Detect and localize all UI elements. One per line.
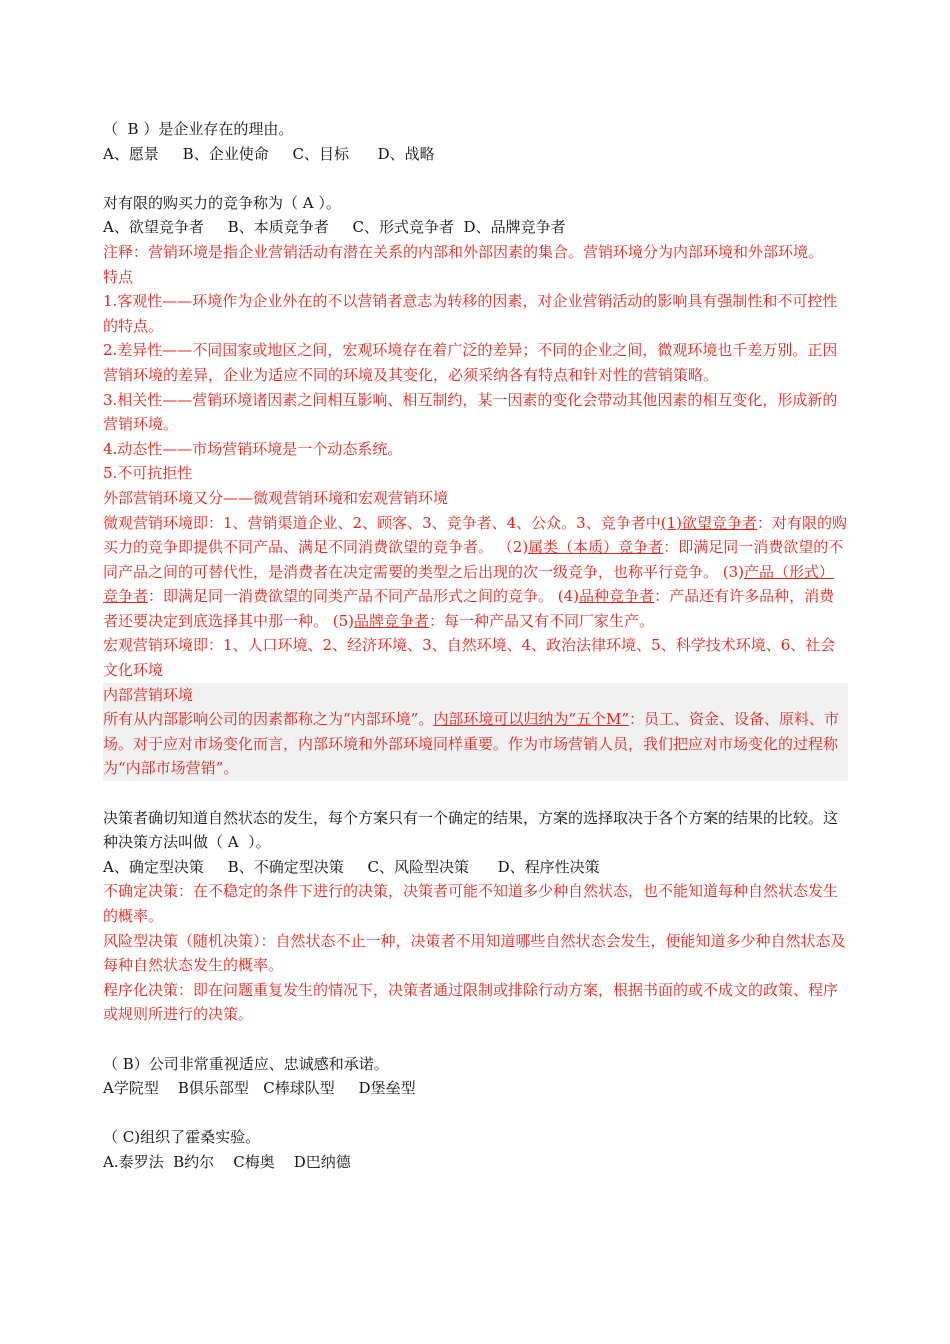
underlined-term: 内部环境可以归纳为“五个M”: [433, 710, 630, 729]
question-2-options: A、欲望竞争者 B、本质竞争者 C、形式竞争者 D、品牌竞争者: [103, 218, 566, 237]
note-heading: 内部营销环境: [103, 685, 194, 704]
note-item: 4.动态性——市场营销环境是一个动态系统。: [103, 439, 403, 458]
note-heading: 特点: [103, 267, 134, 286]
micro-environment-paragraph: 微观营销环境即：1、营销渠道企业、2、顾客、3、竞争者、4、公众。3、竞争者中(1)欲望竞争者：对有限的购买力的竞争即提供不同产品、满足不同消费欲望的竞争者。 （2)属类（本质）竞争者：即满足同一消费欲望的不同产品之间的可替代性，是消费者在决定需要的类型之后出现的次一级竞争，也称平行竞争。 (3)产品（形式）竞争者：即满足同一消费欲望的同类产品不同产品形式之间的竞争。 (4)品种竞争者：产品还有许多品种，消费者还要决定到底选择其中那一种。 (5)品牌竞争者：每一种产品又有不同厂家生产。: [103, 513, 847, 630]
note-paragraph: 注释：营销环境是指企业营销活动有潜在关系的内部和外部因素的集合。营销环境分为内部环境和外部环境。: [103, 242, 824, 261]
underlined-term: 品牌竞争者: [354, 611, 430, 630]
question-5-stem: （ C)组织了霍桑实验。: [103, 1128, 261, 1147]
question-1-stem: （ B ）是企业存在的理由。: [103, 120, 294, 138]
internal-environment-block: [103, 683, 848, 781]
underlined-term: (1)欲望竞争者: [660, 513, 757, 532]
question-3-note: 不确定决策：在不稳定的条件下进行的决策，决策者可能不知道多少种自然状态，也不能知道每种自然状态发生的概率。: [103, 882, 839, 925]
underlined-term: 产品（形式）竞争者: [103, 562, 835, 606]
question-3-options: A、确定型决策 B、不确定型决策 C、风险型决策 D、程序性决策: [103, 857, 600, 876]
question-3-note: 风险型决策（随机决策）：自然状态不止一种，决策者不用知道哪些自然状态会发生，便能知道多少种自然状态及每种自然状态发生的概率。: [103, 931, 846, 975]
note-item: 2.差异性——不同国家或地区之间，宏观环境存在着广泛的差异；不同的企业之间，微观环境也千差万别。正因营销环境的差异，企业为适应不同的环境及其变化，必须采纳各有特点和针对性的营销策略。: [103, 341, 838, 384]
question-5-options: A.泰罗法 B约尔 C梅奥 D巴纳德: [103, 1152, 351, 1171]
question-1-options: A、愿景 B、企业使命 C、目标 D、战略: [103, 144, 435, 163]
document-page: [103, 117, 848, 1175]
question-2-note: [103, 240, 848, 781]
question-3-stem: 决策者确切知道自然状态的发生，每个方案只有一个确定的结果，方案的选择取决于各个方案的结果的比较。这种决策方法叫做（ A ）。: [103, 808, 839, 852]
question-4-options: A学院型 B俱乐部型 C棒球队型 D堡垒型: [103, 1079, 416, 1098]
question-2-stem: 对有限的购买力的竞争称为（ A ）。: [103, 193, 341, 212]
internal-environment-paragraph: 所有从内部影响公司的因素都称之为“内部环境”。内部环境可以归纳为“五个M”：员工、资金、设备、原料、市场。对于应对市场变化而言，内部环境和外部环境同样重要。作为市场营销人员，我们把应对市场变化的过程称为“内部市场营销”。: [103, 710, 840, 778]
macro-environment-paragraph: 宏观营销环境即：1、人口环境、2、经济环境、3、自然环境、4、政治法律环境、5、科学技术环境、6、社会文化环境: [103, 636, 836, 680]
question-3-note: 程序化决策：即在问题重复发生的情况下，决策者通过限制或排除行动方案，根据书面的或不成文的政策、程序或规则所进行的决策。: [103, 980, 839, 1024]
note-item: 1.客观性——环境作为企业外在的不以营销者意志为转移的因素，对企业营销活动的影响具有强制性和不可控性的特点。: [103, 292, 838, 335]
note-item: 5.不可抗拒性: [103, 464, 193, 483]
underlined-term: 属类（本质）竞争者: [528, 538, 664, 557]
note-item: 3.相关性——营销环境诸因素之间相互影响、相互制约，某一因素的变化会带动其他因素的相互变化，形成新的营销环境。: [103, 390, 838, 434]
note-heading: 外部营销环境又分——微观营销环境和宏观营销环境: [103, 488, 449, 507]
underlined-term: 品种竞争者: [579, 587, 655, 606]
question-4-stem: （ B）公司非常重视适应、忠诚感和承诺。: [103, 1054, 389, 1073]
